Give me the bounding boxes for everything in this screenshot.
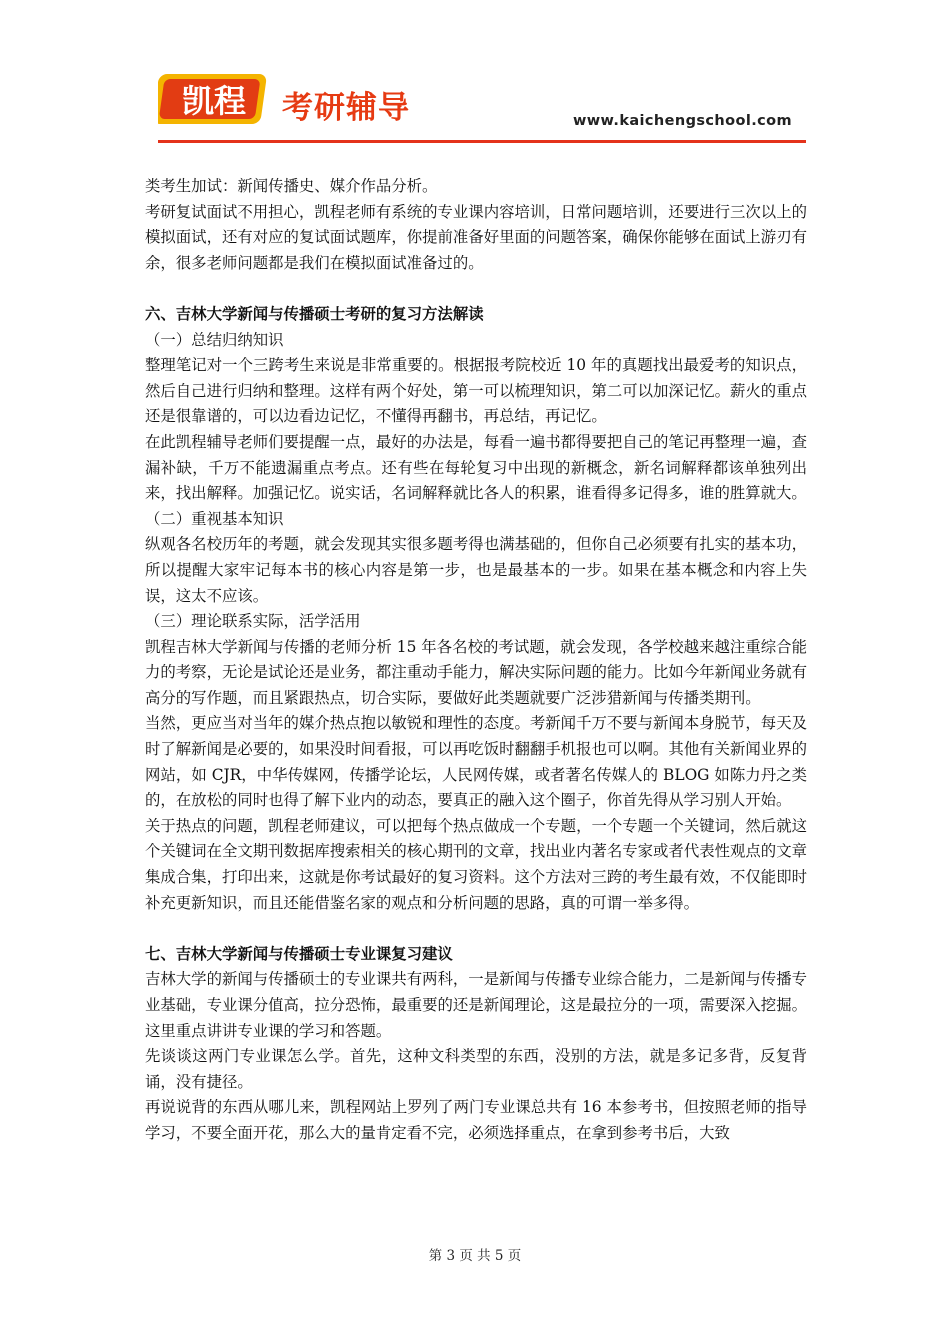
paragraph: 凯程吉林大学新闻与传播的老师分析 15 年各名校的考试题，就会发现，各学校越来越注重综合能力的考察，无论是试论还是业务，都注重动手能力，解决实际问题的能力。比如今年新闻业务就有高分的写作题，而且紧跟热点，切合实际，要做好此类题就要广泛涉猎新闻与传播类期刊。 bbox=[145, 637, 807, 707]
paragraph: 当然，更应当对当年的媒介热点抱以敏锐和理性的态度。考新闻千万不要与新闻本身脱节，每天及时了解新闻是必要的，如果没时间看报，可以再吃饭时翻翻手机报也可以啊。其他有关新闻业界的网站，如 CJR，中华传媒网，传播学论坛，人民网传媒，或者著名传媒人的 BLOG 如陈力丹之类的，在放松的同时也得了解下业内的动态，要真正的融入这个圈子，你首先得从学习别人开始。 bbox=[145, 714, 807, 810]
paragraph: 考研复试面试不用担心，凯程老师有系统的专业课内容培训，日常问题培训，还要进行三次以上的模拟面试，还有对应的复试面试题库，你提前准备好里面的问题答案，确保你能够在面试上游刃有余，很多老师问题都是我们在模拟面试准备过的。 bbox=[145, 202, 807, 272]
subheading: （二）重视基本知识 bbox=[145, 509, 284, 528]
brand-title: 考研辅导 bbox=[282, 90, 410, 126]
subheading: （三）理论联系实际，活学活用 bbox=[145, 612, 361, 631]
subheading: （一）总结归纳知识 bbox=[145, 330, 284, 349]
paragraph: 类考生加试：新闻传播史、媒介作品分析。 bbox=[145, 177, 438, 195]
page-header bbox=[158, 62, 806, 144]
svg-text:凯程: 凯程 bbox=[181, 82, 247, 120]
paragraph: 吉林大学的新闻与传播硕士的专业课共有两科，一是新闻与传播专业综合能力，二是新闻与传播专业基础，专业课分值高，拉分恐怖，最重要的还是新闻理论，这是最拉分的一项，需要深入挖掘。这里重点讲讲专业课的学习和答题。 bbox=[145, 970, 807, 1040]
paragraph: 关于热点的问题，凯程老师建议，可以把每个热点做成一个专题，一个专题一个关键词，然后就这个关键词在全文期刊数据库搜索相关的核心期刊的文章，找出业内著名专家或者代表性观点的文章集成合集，打印出来，这就是你考试最好的复习资料。这个方法对三跨的考生最有效，不仅能即时补充更新知识，而且还能借鉴名家的观点和分析问题的思路，真的可谓一举多得。 bbox=[145, 816, 807, 912]
kaicheng-logo bbox=[158, 68, 270, 130]
spacer bbox=[145, 276, 807, 302]
page-number: 第 3 页 共 5 页 bbox=[428, 1248, 522, 1264]
paragraph: 纵观各名校历年的考题，就会发现其实很多题考得也满基础的，但你自己必须要有扎实的基本功，所以提醒大家牢记每本书的核心内容是第一步，也是最基本的一步。如果在基本概念和内容上失误，这太不应该。 bbox=[145, 535, 807, 605]
site-url: www.kaichengschool.com bbox=[572, 113, 792, 129]
paragraph: 整理笔记对一个三跨考生来说是非常重要的。根据报考院校近 10 年的真题找出最爱考的知识点，然后自己进行归纳和整理。这样有两个好处，第一可以梳理知识，第二可以加深记忆。薪火的重点还是很靠谱的，可以边看边记忆，不懂得再翻书，再总结，再记忆。 bbox=[145, 356, 807, 426]
spacer bbox=[145, 916, 807, 942]
document-body bbox=[145, 174, 807, 1147]
paragraph: 再说说背的东西从哪儿来，凯程网站上罗列了两门专业课总共有 16 本参考书，但按照老师的指导学习，不要全面开花，那么大的量肯定看不完，必须选择重点，在拿到参考书后，大致 bbox=[145, 1098, 807, 1142]
section-heading-6: 六、吉林大学新闻与传播硕士考研的复习方法解读 bbox=[145, 304, 484, 323]
header-divider bbox=[158, 140, 806, 143]
paragraph: 在此凯程辅导老师们要提醒一点，最好的办法是，每看一遍书都得要把自己的笔记再整理一遍，查漏补缺，千万不能遗漏重点考点。还有些在每轮复习中出现的新概念，新名词解释都该单独列出来，找出解释。加强记忆。说实话，名词解释就比各人的积累，谁看得多记得多，谁的胜算就大。 bbox=[145, 432, 807, 503]
paragraph: 先谈谈这两门专业课怎么学。首先，这种文科类型的东西，没别的方法，就是多记多背，反复背诵，没有捷径。 bbox=[145, 1047, 807, 1091]
section-heading-7: 七、吉林大学新闻与传播硕士专业课复习建议 bbox=[145, 944, 453, 963]
